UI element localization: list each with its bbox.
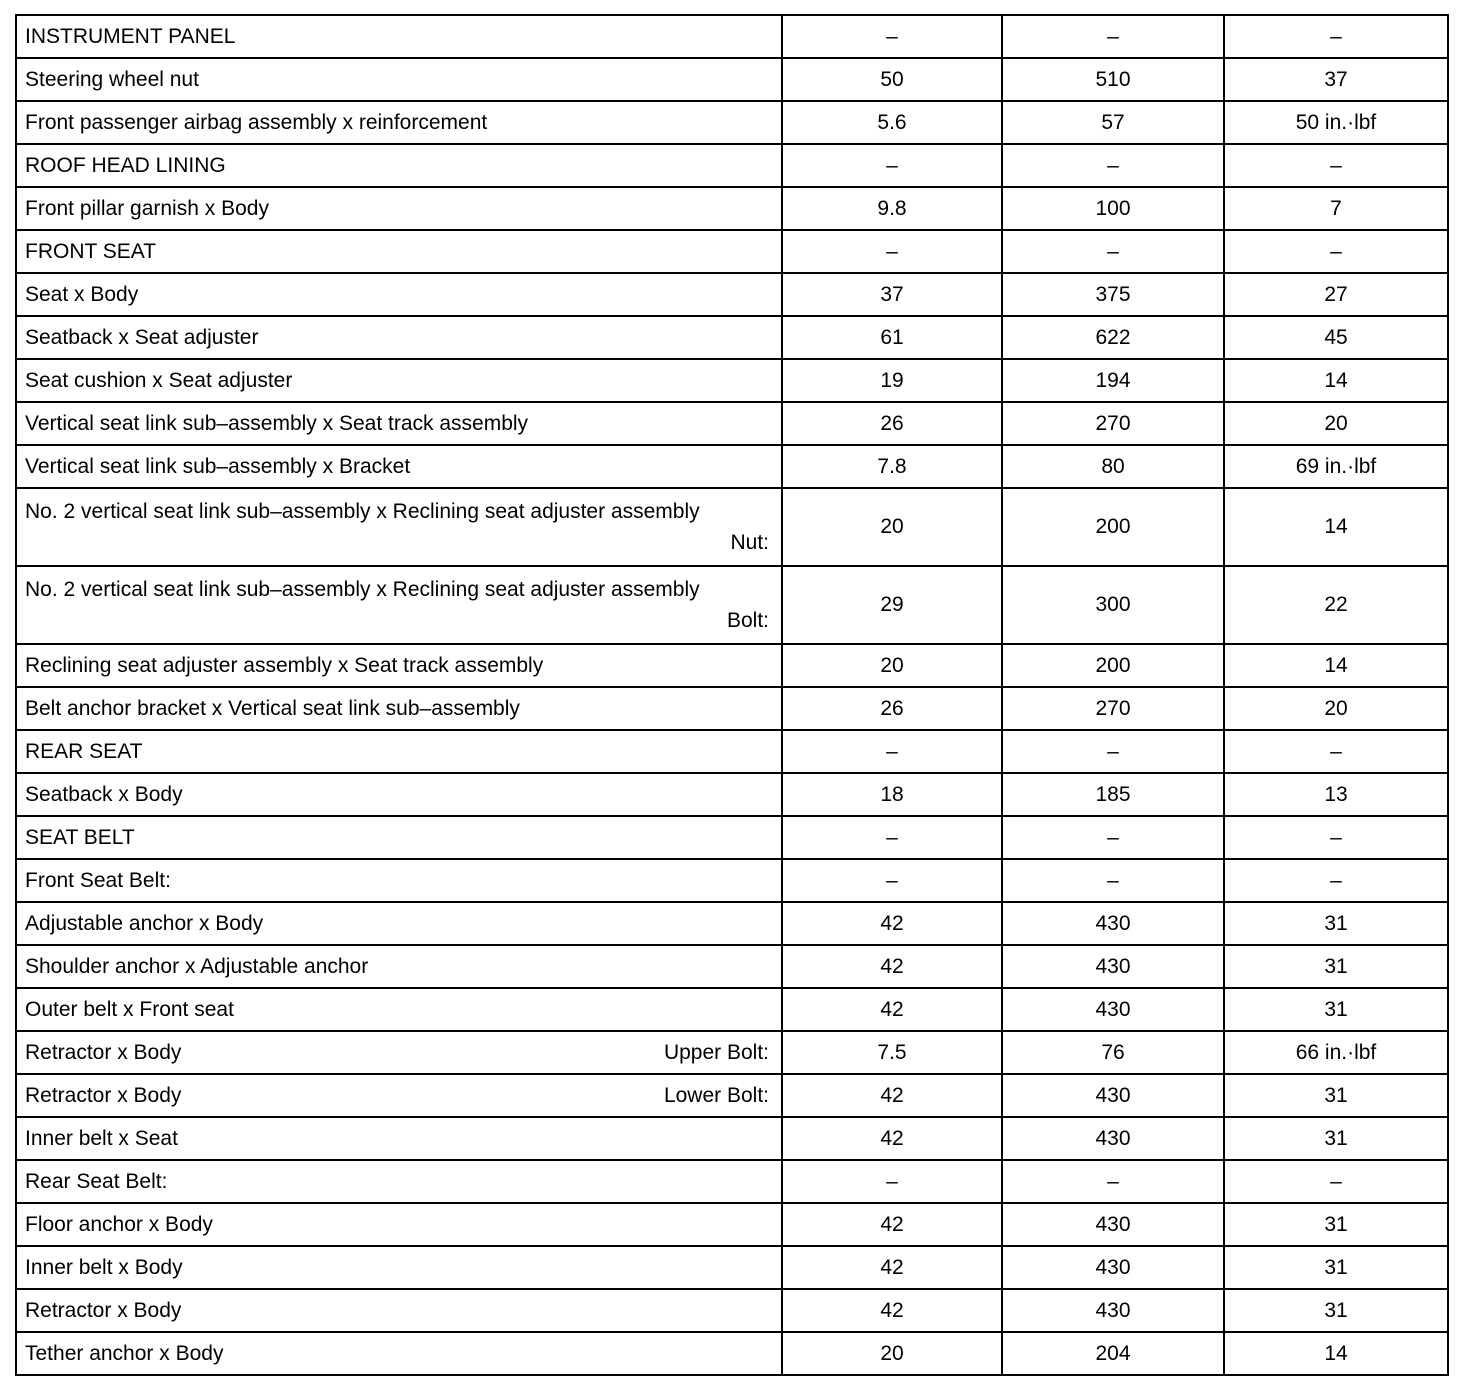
- item-label: Floor anchor x Body: [16, 1203, 782, 1246]
- subsection-row: [16, 859, 1448, 902]
- torque-kgfcm: –: [1002, 144, 1224, 187]
- table-row: [16, 773, 1448, 816]
- item-label: No. 2 vertical seat link sub–assembly x Reclining seat adjuster assembly: [25, 577, 700, 601]
- torque-kgfcm: –: [1002, 816, 1224, 859]
- item-label: Seatback x Seat adjuster: [16, 316, 782, 359]
- torque-nm: 42: [782, 1117, 1002, 1160]
- torque-ftlbf: –: [1224, 144, 1448, 187]
- torque-ftlbf: 31: [1224, 1203, 1448, 1246]
- torque-nm: 18: [782, 773, 1002, 816]
- item-cell: [16, 566, 782, 644]
- torque-ftlbf: 14: [1224, 488, 1448, 566]
- torque-nm: 20: [782, 1332, 1002, 1375]
- torque-ftlbf: 31: [1224, 1246, 1448, 1289]
- table-row: [16, 1117, 1448, 1160]
- item-note: Upper Bolt:: [663, 1040, 769, 1064]
- torque-kgfcm: 100: [1002, 187, 1224, 230]
- item-label: Steering wheel nut: [16, 58, 782, 101]
- torque-kgfcm: 194: [1002, 359, 1224, 402]
- table-row: [16, 1289, 1448, 1332]
- table-row: [16, 945, 1448, 988]
- torque-nm: –: [782, 859, 1002, 902]
- torque-kgfcm: 80: [1002, 445, 1224, 488]
- torque-kgfcm: 430: [1002, 1203, 1224, 1246]
- torque-nm: –: [782, 15, 1002, 58]
- torque-ftlbf: –: [1224, 730, 1448, 773]
- torque-ftlbf: 31: [1224, 1074, 1448, 1117]
- torque-nm: 5.6: [782, 101, 1002, 144]
- torque-ftlbf: 20: [1224, 402, 1448, 445]
- torque-nm: 42: [782, 1246, 1002, 1289]
- table-row: [16, 488, 1448, 566]
- torque-nm: 61: [782, 316, 1002, 359]
- table-row: [16, 687, 1448, 730]
- subsection-label: Rear Seat Belt:: [16, 1160, 782, 1203]
- section-label: REAR SEAT: [16, 730, 782, 773]
- torque-ftlbf: 14: [1224, 644, 1448, 687]
- torque-nm: 29: [782, 566, 1002, 644]
- torque-kgfcm: 430: [1002, 1074, 1224, 1117]
- item-cell: [16, 488, 782, 566]
- torque-kgfcm: –: [1002, 730, 1224, 773]
- item-label: Seat x Body: [16, 273, 782, 316]
- torque-kgfcm: 430: [1002, 1117, 1224, 1160]
- torque-nm: 26: [782, 402, 1002, 445]
- torque-nm: 42: [782, 902, 1002, 945]
- torque-ftlbf: 14: [1224, 359, 1448, 402]
- torque-nm: –: [782, 1160, 1002, 1203]
- table-row: [16, 1203, 1448, 1246]
- torque-ftlbf: –: [1224, 1160, 1448, 1203]
- section-label: INSTRUMENT PANEL: [16, 15, 782, 58]
- torque-kgfcm: 300: [1002, 566, 1224, 644]
- torque-kgfcm: 270: [1002, 687, 1224, 730]
- item-label: No. 2 vertical seat link sub–assembly x Reclining seat adjuster assembly: [25, 499, 700, 523]
- table-row: [16, 1332, 1448, 1375]
- torque-ftlbf: 31: [1224, 1289, 1448, 1332]
- torque-nm: 19: [782, 359, 1002, 402]
- section-row: [16, 15, 1448, 58]
- item-label: Shoulder anchor x Adjustable anchor: [16, 945, 782, 988]
- table-row: [16, 1031, 1448, 1074]
- torque-nm: –: [782, 730, 1002, 773]
- torque-nm: 42: [782, 1203, 1002, 1246]
- table-row: [16, 1074, 1448, 1117]
- item-label: Adjustable anchor x Body: [16, 902, 782, 945]
- item-note: Lower Bolt:: [663, 1083, 769, 1107]
- table-row: [16, 187, 1448, 230]
- item-label: Outer belt x Front seat: [16, 988, 782, 1031]
- torque-nm: 37: [782, 273, 1002, 316]
- torque-kgfcm: 430: [1002, 1246, 1224, 1289]
- item-cell: [16, 1031, 782, 1074]
- torque-nm: 42: [782, 1074, 1002, 1117]
- torque-kgfcm: 430: [1002, 988, 1224, 1031]
- item-label: Tether anchor x Body: [16, 1332, 782, 1375]
- section-row: [16, 230, 1448, 273]
- torque-nm: 42: [782, 1289, 1002, 1332]
- section-label: FRONT SEAT: [16, 230, 782, 273]
- item-label: Inner belt x Seat: [16, 1117, 782, 1160]
- table-row: [16, 566, 1448, 644]
- item-label: Inner belt x Body: [16, 1246, 782, 1289]
- table-row: [16, 273, 1448, 316]
- torque-kgfcm: 185: [1002, 773, 1224, 816]
- torque-nm: 26: [782, 687, 1002, 730]
- torque-ftlbf: 69 in.·lbf: [1224, 445, 1448, 488]
- torque-ftlbf: 14: [1224, 1332, 1448, 1375]
- table-row: [16, 101, 1448, 144]
- item-label: Reclining seat adjuster assembly x Seat track assembly: [16, 644, 782, 687]
- torque-kgfcm: –: [1002, 1160, 1224, 1203]
- torque-ftlbf: –: [1224, 230, 1448, 273]
- torque-ftlbf: 31: [1224, 1117, 1448, 1160]
- torque-ftlbf: 27: [1224, 273, 1448, 316]
- item-note: Bolt:: [726, 608, 769, 632]
- torque-kgfcm: 622: [1002, 316, 1224, 359]
- table-row: [16, 902, 1448, 945]
- torque-ftlbf: 37: [1224, 58, 1448, 101]
- torque-kgfcm: –: [1002, 15, 1224, 58]
- item-label: Retractor x Body: [16, 1289, 782, 1332]
- torque-ftlbf: 31: [1224, 988, 1448, 1031]
- torque-spec-table: [15, 14, 1449, 1376]
- table-row: [16, 988, 1448, 1031]
- table-row: [16, 402, 1448, 445]
- item-label: Retractor x Body: [25, 1040, 182, 1064]
- table-row: [16, 58, 1448, 101]
- item-cell: [16, 1074, 782, 1117]
- torque-kgfcm: 57: [1002, 101, 1224, 144]
- torque-kgfcm: 200: [1002, 644, 1224, 687]
- torque-nm: –: [782, 144, 1002, 187]
- section-row: [16, 816, 1448, 859]
- item-label: Vertical seat link sub–assembly x Seat track assembly: [16, 402, 782, 445]
- item-label: Seatback x Body: [16, 773, 782, 816]
- table-row: [16, 359, 1448, 402]
- subsection-label: Front Seat Belt:: [16, 859, 782, 902]
- torque-kgfcm: 510: [1002, 58, 1224, 101]
- table-row: [16, 644, 1448, 687]
- item-label: Front passenger airbag assembly x reinforcement: [16, 101, 782, 144]
- torque-ftlbf: 45: [1224, 316, 1448, 359]
- torque-kgfcm: –: [1002, 859, 1224, 902]
- table-row: [16, 1246, 1448, 1289]
- torque-nm: 20: [782, 488, 1002, 566]
- torque-kgfcm: 204: [1002, 1332, 1224, 1375]
- torque-ftlbf: 50 in.·lbf: [1224, 101, 1448, 144]
- torque-nm: 7.5: [782, 1031, 1002, 1074]
- item-label: Retractor x Body: [25, 1083, 182, 1107]
- torque-ftlbf: 13: [1224, 773, 1448, 816]
- torque-nm: 42: [782, 945, 1002, 988]
- torque-kgfcm: –: [1002, 230, 1224, 273]
- torque-ftlbf: 22: [1224, 566, 1448, 644]
- torque-ftlbf: 7: [1224, 187, 1448, 230]
- table-row: [16, 445, 1448, 488]
- section-label: SEAT BELT: [16, 816, 782, 859]
- torque-kgfcm: 76: [1002, 1031, 1224, 1074]
- torque-kgfcm: 430: [1002, 1289, 1224, 1332]
- table-row: [16, 316, 1448, 359]
- torque-kgfcm: 375: [1002, 273, 1224, 316]
- torque-nm: 7.8: [782, 445, 1002, 488]
- torque-ftlbf: –: [1224, 859, 1448, 902]
- item-note: Nut:: [730, 530, 769, 554]
- torque-ftlbf: –: [1224, 15, 1448, 58]
- torque-ftlbf: –: [1224, 816, 1448, 859]
- torque-kgfcm: 430: [1002, 902, 1224, 945]
- torque-nm: –: [782, 230, 1002, 273]
- section-row: [16, 730, 1448, 773]
- torque-kgfcm: 270: [1002, 402, 1224, 445]
- torque-nm: 20: [782, 644, 1002, 687]
- section-row: [16, 144, 1448, 187]
- torque-ftlbf: 66 in.·lbf: [1224, 1031, 1448, 1074]
- subsection-row: [16, 1160, 1448, 1203]
- torque-kgfcm: 200: [1002, 488, 1224, 566]
- section-label: ROOF HEAD LINING: [16, 144, 782, 187]
- torque-nm: 42: [782, 988, 1002, 1031]
- torque-nm: –: [782, 816, 1002, 859]
- torque-nm: 50: [782, 58, 1002, 101]
- item-label: Vertical seat link sub–assembly x Bracket: [16, 445, 782, 488]
- item-label: Belt anchor bracket x Vertical seat link sub–assembly: [16, 687, 782, 730]
- torque-ftlbf: 31: [1224, 902, 1448, 945]
- torque-ftlbf: 20: [1224, 687, 1448, 730]
- torque-ftlbf: 31: [1224, 945, 1448, 988]
- torque-kgfcm: 430: [1002, 945, 1224, 988]
- torque-nm: 9.8: [782, 187, 1002, 230]
- item-label: Seat cushion x Seat adjuster: [16, 359, 782, 402]
- item-label: Front pillar garnish x Body: [16, 187, 782, 230]
